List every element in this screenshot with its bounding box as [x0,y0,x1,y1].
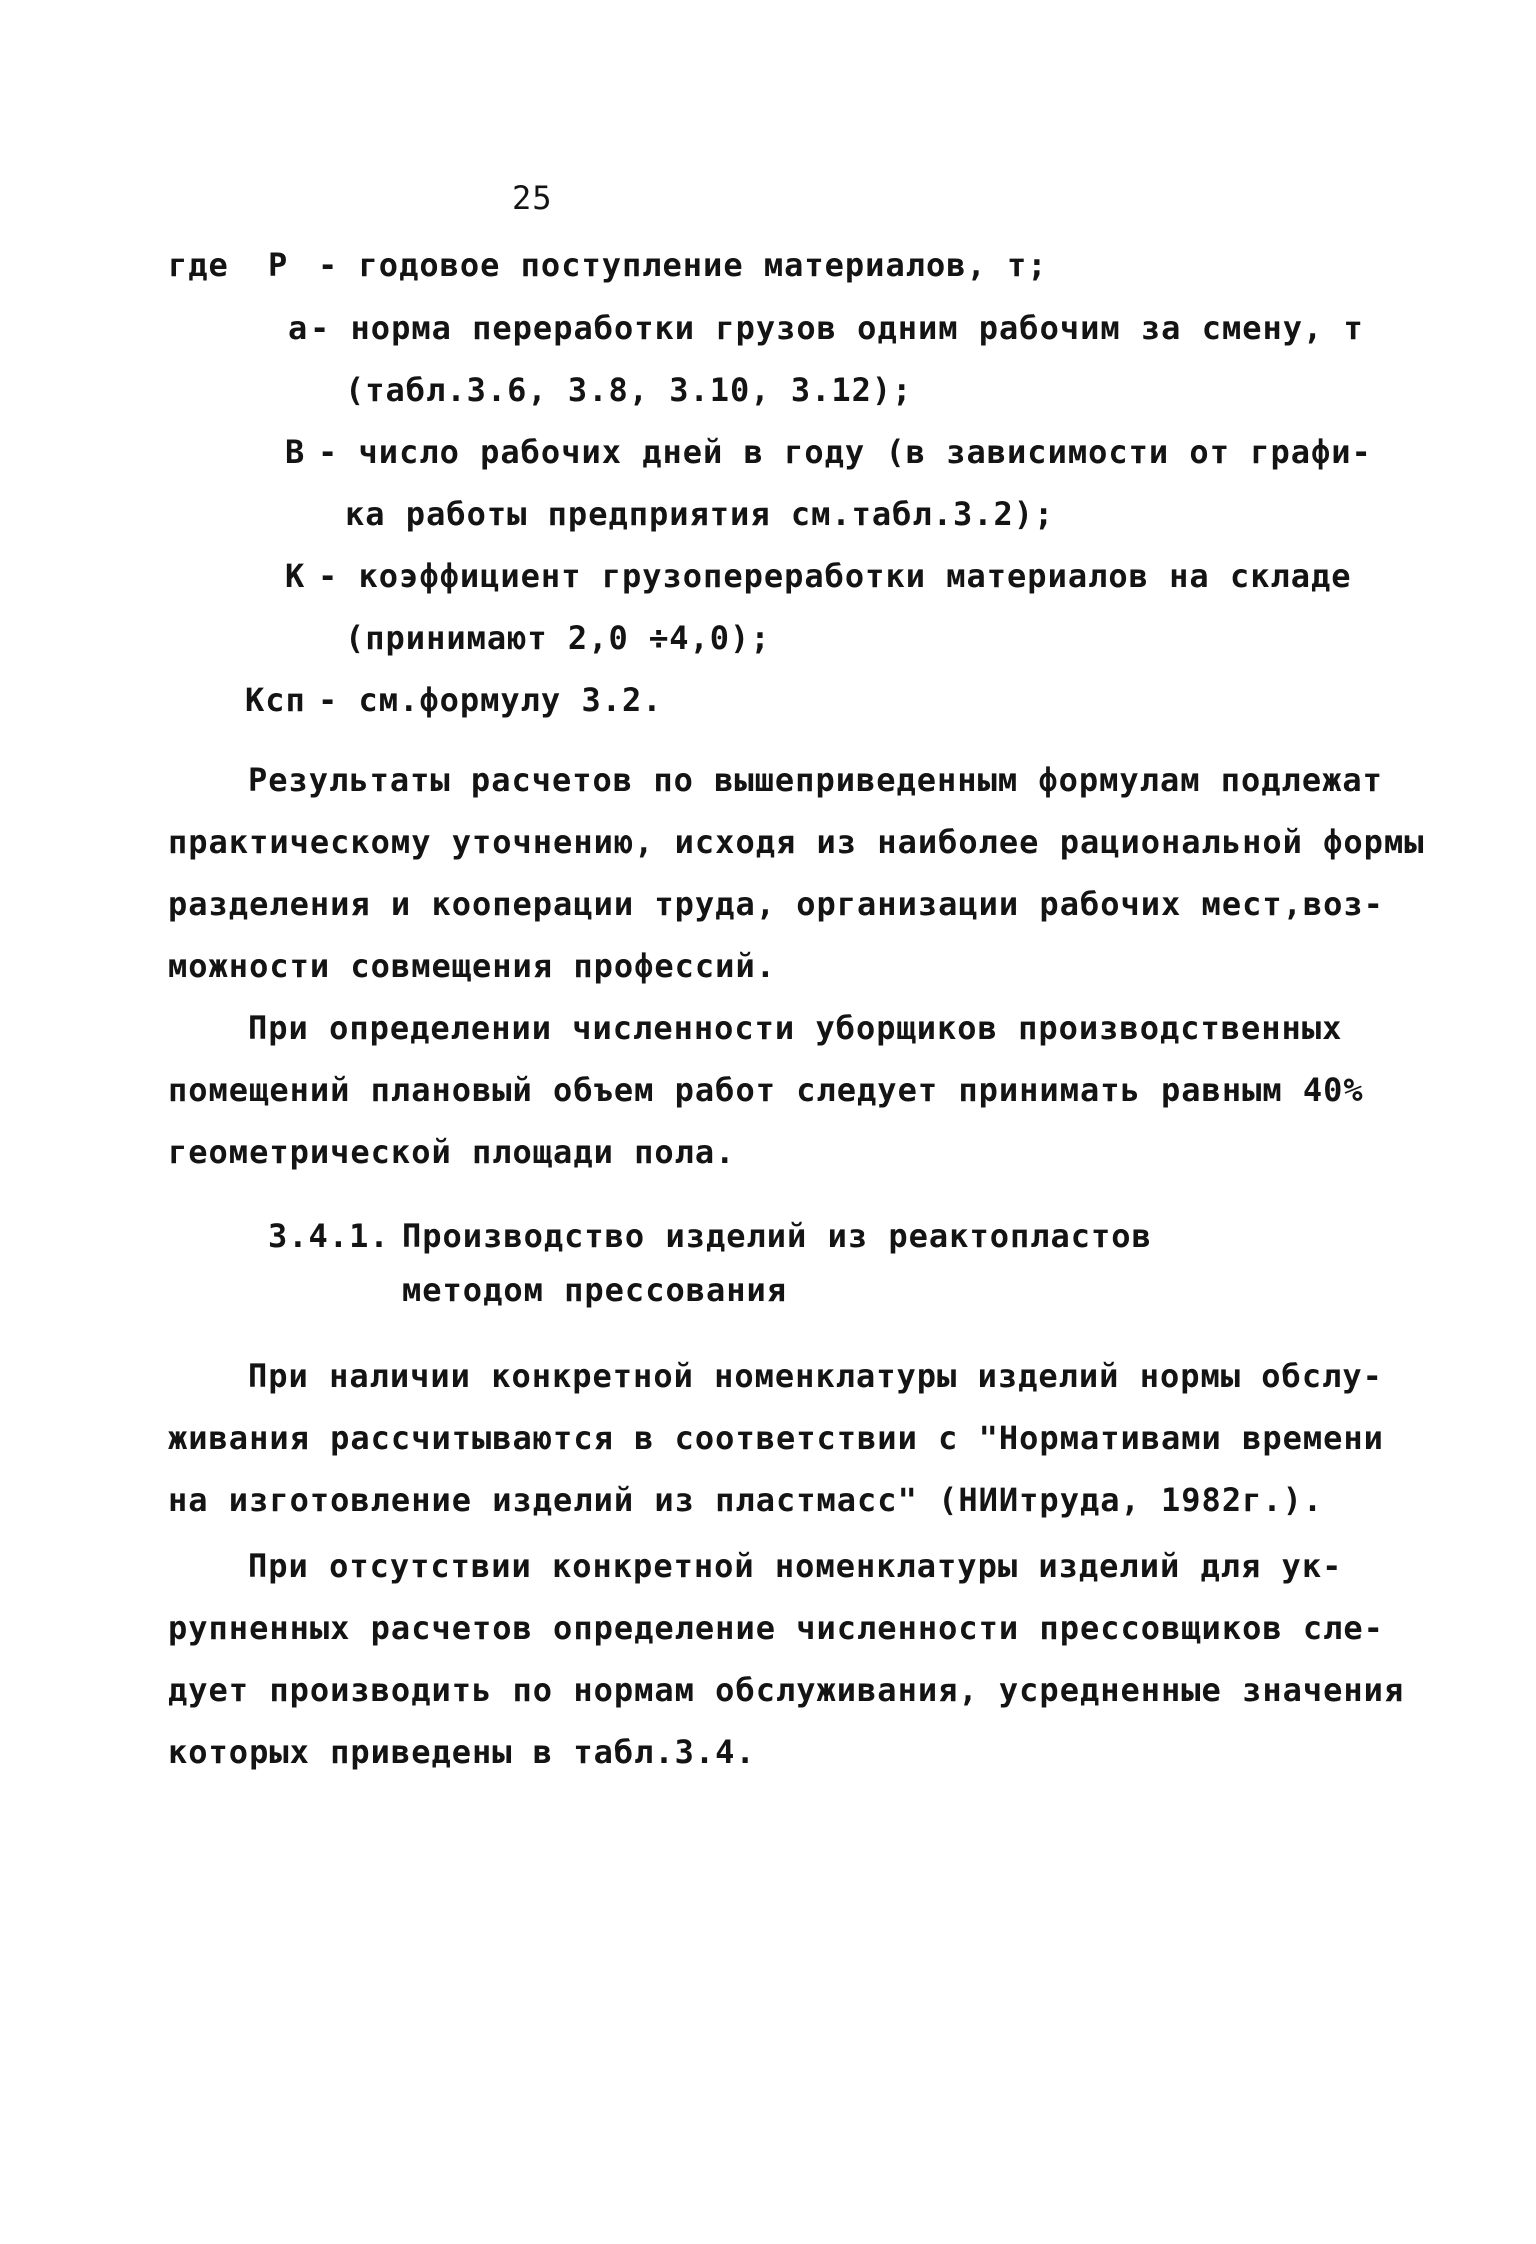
paragraph-line: При определении численности уборщиков производственных [248,1009,1343,1047]
legend-desc-k: - коэффициент грузопереработки материалов на складе [318,557,1352,595]
legend-desc-a: - норма переработки грузов одним рабочим за смену, т [310,309,1364,347]
paragraph-line: на изготовление изделий из пластмасс" (НИИтруда, 1982г.). [168,1481,1324,1519]
paragraph-line: дует производить по нормам обслуживания, усредненные значения [168,1671,1405,1709]
legend-desc-ksp: - см.формулу 3.2. [318,681,663,719]
paragraph-line: При наличии конкретной номенклатуры изделий нормы обслу- [248,1357,1383,1395]
legend-symbol-p: P [268,246,289,284]
paragraph-line: геометрической площади пола. [168,1133,736,1171]
paragraph-line: практическому уточнению, исходя из наиболее рациональной формы [168,823,1425,861]
paragraph-line: разделения и кооперации труда, организации рабочих мест,воз- [168,885,1384,923]
section-title-cont: методом прессования [402,1271,788,1309]
paragraph-line: можности совмещения профессий. [168,947,776,985]
legend-desc-b-cont: ка работы предприятия см.табл.3.2); [345,495,1055,533]
legend-desc-b: - число рабочих дней в году (в зависимости от графи- [318,433,1372,471]
section-number: 3.4.1. [268,1217,390,1255]
legend-symbol-k: К [285,557,306,595]
paragraph-line: помещений плановый объем работ следует принимать равным 40% [168,1071,1364,1109]
legend-intro: где [168,246,229,284]
paragraph-line: При отсутствии конкретной номенклатуры изделий для ук- [248,1547,1343,1585]
legend-symbol-ksp: Ксп [245,681,306,719]
paragraph-line: Результаты расчетов по вышеприведенным формулам подлежат [248,761,1383,799]
page-number: 25 [512,179,553,217]
legend-desc-p: - годовое поступление материалов, т; [318,246,1048,284]
paragraph-line: живания рассчитываются в соответствии с "Нормативами времени [168,1419,1384,1457]
legend-symbol-b: В [285,433,306,471]
section-title: Производство изделий из реактопластов [402,1217,1152,1255]
paragraph-line: которых приведены в табл.3.4. [168,1733,756,1771]
paragraph-line: рупненных расчетов определение численности прессовщиков сле- [168,1609,1384,1647]
legend-symbol-a: а [288,309,309,347]
legend-desc-k-cont: (принимают 2,0 ÷4,0); [345,619,771,657]
legend-desc-a-cont: (табл.3.6, 3.8, 3.10, 3.12); [345,371,913,409]
